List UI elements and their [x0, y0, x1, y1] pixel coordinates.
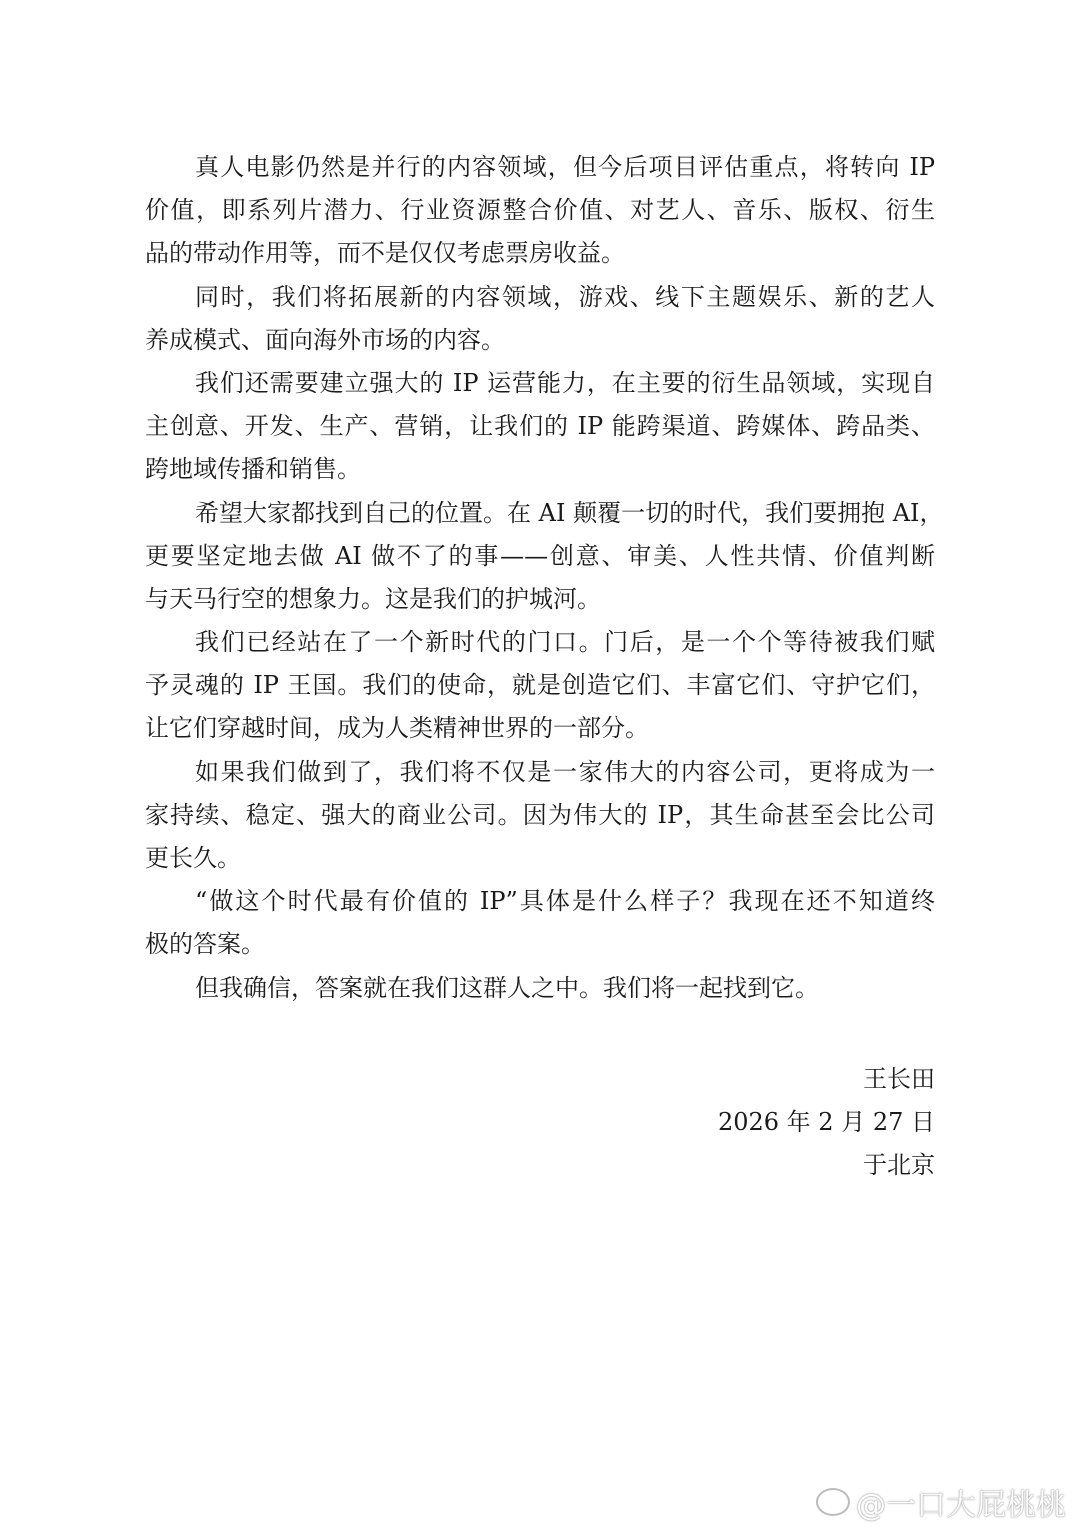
paragraph-line: 品的带动作用等，而不是仅仅考虑票房收益。	[145, 239, 625, 268]
weibo-logo-icon	[816, 1488, 850, 1516]
letter-body	[145, 146, 944, 1010]
paragraph-line: 养成模式、面向海外市场的内容。	[145, 325, 505, 354]
paragraph-line: 我们已经站在了一个新时代的门口。门后，是一个个等待被我们赋	[195, 628, 935, 657]
paragraph-line: 如果我们做到了，我们将不仅是一家伟大的内容公司，更将成为一	[195, 757, 935, 786]
paragraph-line: 希望大家都找到自己的位置。在 AI 颠覆一切的时代，我们要拥抱 AI，	[195, 498, 944, 527]
paragraph-line: 家持续、稳定、强大的商业公司。因为伟大的 IP，其生命甚至会比公司	[145, 800, 935, 829]
paragraph-line: 让它们穿越时间，成为人类精神世界的一部分。	[145, 714, 649, 743]
paragraph-line: “做这个时代最有价值的 IP”具体是什么样子？我现在还不知道终	[195, 887, 935, 916]
paragraph-line: 予灵魂的 IP 王国。我们的使命，就是创造它们、丰富它们、守护它们，	[145, 671, 935, 700]
paragraph	[145, 621, 935, 751]
paragraph-line: 更要坚定地去做 AI 做不了的事——创意、审美、人性共情、价值判断	[145, 541, 935, 570]
paragraph-line: 主创意、开发、生产、营销，让我们的 IP 能跨渠道、跨媒体、跨品类、	[145, 412, 935, 441]
signature-date: 2026 年 2 月 27 日	[717, 1108, 935, 1137]
paragraph	[145, 880, 935, 966]
watermark-text: @一口大屁桃桃	[856, 1488, 1066, 1523]
paragraph-line: 但我确信，答案就在我们这群人之中。我们将一起找到它。	[195, 973, 819, 1002]
paragraph-line: 同时，我们将拓展新的内容领域，游戏、线下主题娱乐、新的艺人	[195, 282, 935, 311]
watermark	[816, 1480, 1066, 1524]
paragraph	[145, 276, 935, 362]
paragraph-line: 更长久。	[145, 844, 241, 872]
paragraph	[145, 967, 935, 1010]
signature-name: 王长田	[863, 1065, 935, 1093]
paragraph-line: 跨地域传播和销售。	[145, 455, 361, 484]
paragraph	[145, 751, 935, 881]
paragraph-line: 极的答案。	[145, 930, 265, 959]
signature-block	[718, 1058, 935, 1188]
paragraph	[145, 146, 935, 276]
paragraph	[145, 362, 935, 492]
paragraph-line: 与天马行空的想象力。这是我们的护城河。	[145, 584, 601, 613]
paragraph-line: 我们还需要建立强大的 IP 运营能力，在主要的衍生品领域，实现自	[195, 368, 935, 397]
paragraph-line: 真人电影仍然是并行的内容领域，但今后项目评估重点，将转向 IP	[195, 153, 935, 181]
signature-place: 于北京	[863, 1151, 935, 1180]
paragraph-line: 价值，即系列片潜力、行业资源整合价值、对艺人、音乐、版权、衍生	[145, 196, 935, 225]
paragraph	[145, 492, 944, 622]
